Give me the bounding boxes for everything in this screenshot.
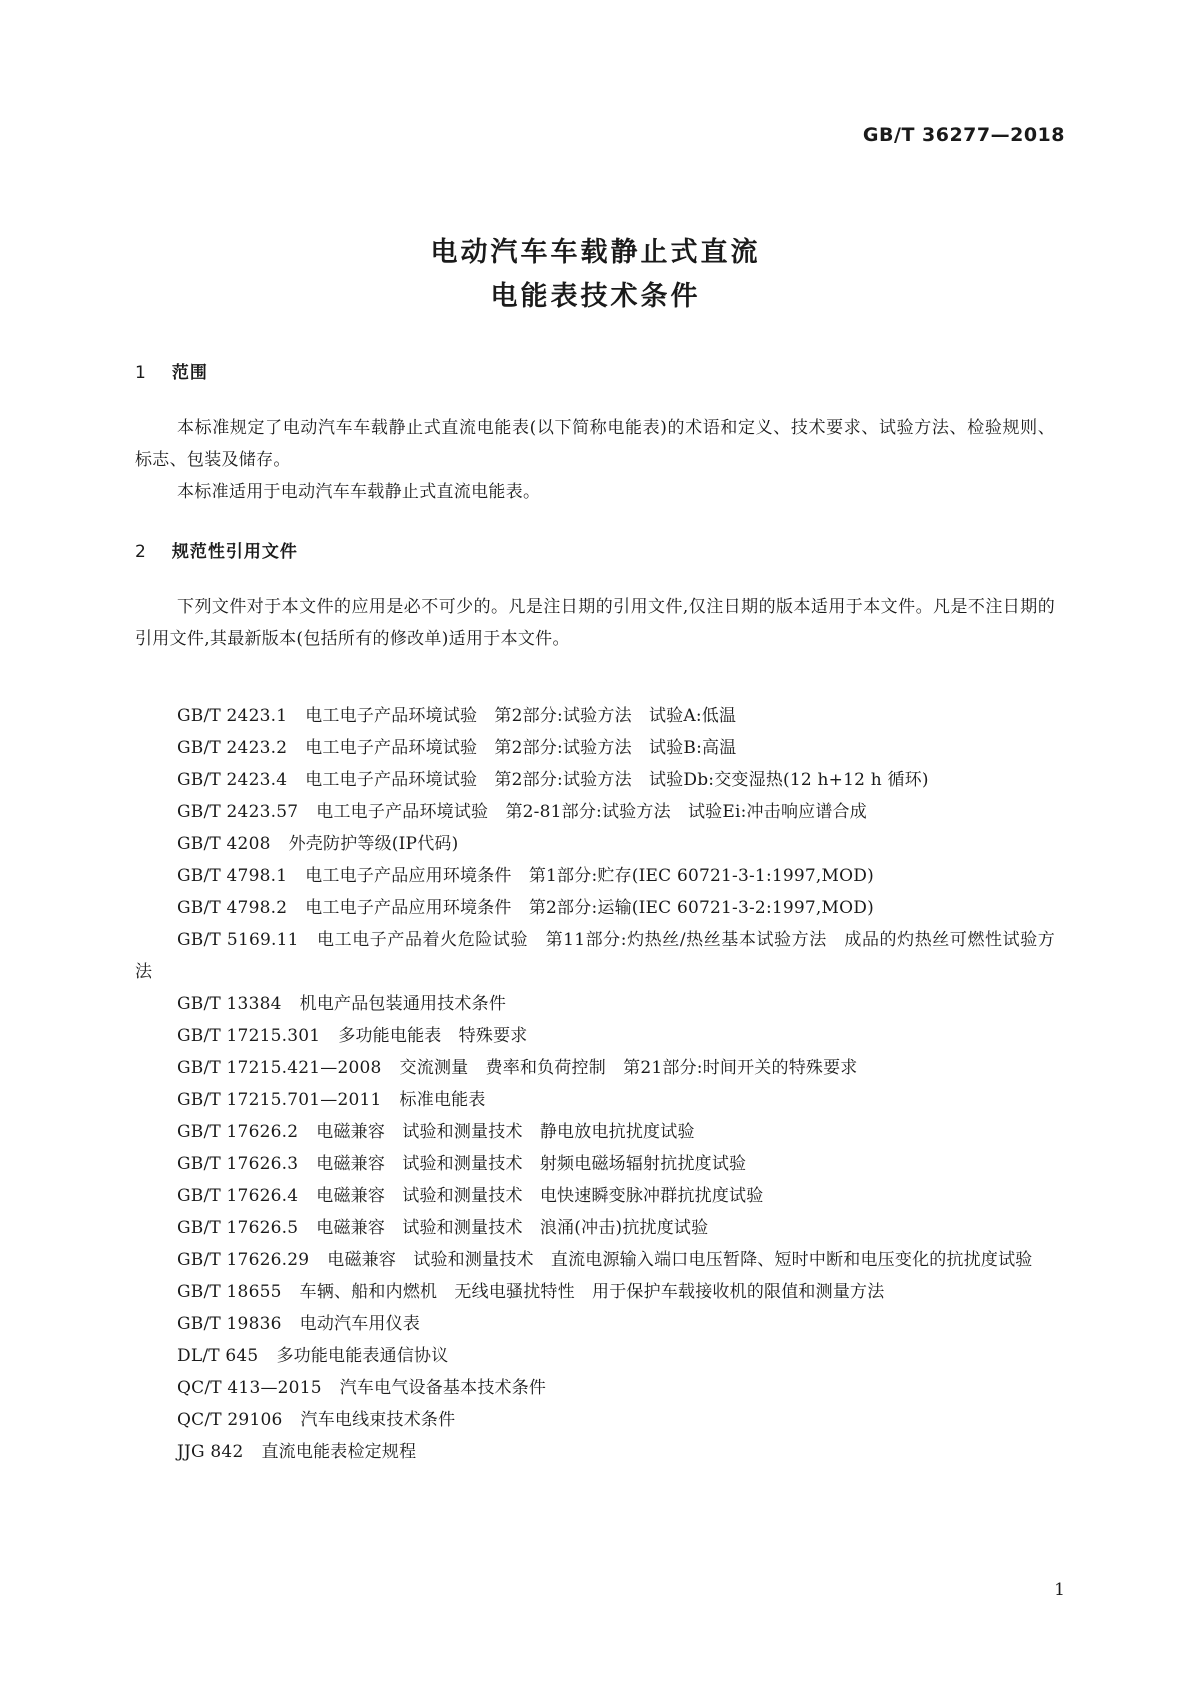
reference-item: [135, 1212, 1055, 1244]
reference-item: [135, 1052, 1055, 1084]
reference-item: [135, 1020, 1055, 1052]
reference-code: GB/T 17215.301: [177, 1026, 321, 1046]
reference-title: 电磁兼容 试验和测量技术 射频电磁场辐射抗扰度试验: [316, 1154, 747, 1174]
reference-code: GB/T 4798.1: [177, 866, 288, 886]
section-number: 2: [135, 542, 147, 562]
reference-item: [135, 892, 1055, 924]
standard-number: GB/T 36277—2018: [862, 124, 1065, 146]
section-1-paragraph-1: 本标准规定了电动汽车车载静止式直流电能表(以下简称电能表)的术语和定义、技术要求、试验方法、检验规则、标志、包装及储存。: [135, 418, 1055, 470]
reference-item: [135, 796, 1055, 828]
section-2-heading: [135, 537, 298, 562]
reference-code: GB/T 2423.2: [177, 738, 288, 758]
normative-references-list: [135, 700, 1055, 1468]
reference-code: GB/T 2423.57: [177, 802, 299, 822]
reference-code: GB/T 17626.3: [177, 1154, 299, 1174]
reference-code: GB/T 18655: [177, 1282, 282, 1302]
reference-code: GB/T 17626.2: [177, 1122, 299, 1142]
reference-item: [135, 1180, 1055, 1212]
reference-title: 电动汽车用仪表: [299, 1314, 421, 1334]
reference-title: 多功能电能表通信协议: [276, 1346, 449, 1366]
reference-code: QC/T 29106: [177, 1410, 283, 1430]
reference-item: [135, 700, 1055, 732]
reference-title: 电磁兼容 试验和测量技术 静电放电抗扰度试验: [316, 1122, 695, 1142]
reference-item: [135, 1340, 1055, 1372]
reference-title: 电磁兼容 试验和测量技术 浪涌(冲击)抗扰度试验: [316, 1218, 709, 1238]
reference-title: 电工电子产品环境试验 第2部分:试验方法 试验Db:交变湿热(12 h+12 h 循环): [305, 770, 929, 790]
reference-item: [135, 1372, 1055, 1404]
reference-title: 机电产品包装通用技术条件: [299, 994, 507, 1014]
reference-code: GB/T 17626.29: [177, 1250, 310, 1270]
reference-title: 交流测量 费率和负荷控制 第21部分:时间开关的特殊要求: [399, 1058, 858, 1078]
reference-title: 电工电子产品应用环境条件 第2部分:运输(IEC 60721-3-2:1997,MOD): [305, 898, 874, 918]
reference-item: [135, 988, 1055, 1020]
reference-title: 电工电子产品着火危险试验 第11部分:灼热丝/热丝基本试验方法 成品的灼热丝可燃性试验方法: [135, 930, 1056, 982]
reference-code: GB/T 4798.2: [177, 898, 288, 918]
reference-title: 汽车电气设备基本技术条件: [339, 1378, 547, 1398]
reference-item: [135, 1116, 1055, 1148]
reference-item: [135, 924, 1055, 988]
reference-code: GB/T 17215.421—2008: [177, 1058, 382, 1078]
reference-code: GB/T 13384: [177, 994, 282, 1014]
section-title: 范围: [171, 363, 208, 383]
section-1-paragraph-2: 本标准适用于电动汽车车载静止式直流电能表。: [177, 482, 541, 502]
reference-code: JJG 842: [177, 1442, 244, 1462]
document-title-line-2: 电能表技术条件: [490, 281, 701, 312]
reference-item: [135, 764, 1055, 796]
reference-title: 标准电能表: [399, 1090, 486, 1110]
page-number: 1: [1054, 1580, 1065, 1600]
reference-title: 车辆、船和内燃机 无线电骚扰特性 用于保护车载接收机的限值和测量方法: [299, 1282, 885, 1302]
section-1-heading: [135, 358, 208, 383]
reference-title: 电工电子产品环境试验 第2部分:试验方法 试验A:低温: [305, 706, 737, 726]
reference-title: 电磁兼容 试验和测量技术 直流电源输入端口电压暂降、短时中断和电压变化的抗扰度试验: [327, 1250, 1033, 1270]
section-number: 1: [135, 363, 147, 383]
reference-code: GB/T 19836: [177, 1314, 282, 1334]
reference-title: 电工电子产品环境试验 第2-81部分:试验方法 试验Ei:冲击响应谱合成: [316, 802, 867, 822]
reference-title: 电工电子产品环境试验 第2部分:试验方法 试验B:高温: [305, 738, 737, 758]
reference-title: 电工电子产品应用环境条件 第1部分:贮存(IEC 60721-3-1:1997,MOD): [305, 866, 874, 886]
reference-item: [135, 1148, 1055, 1180]
reference-item: [135, 1308, 1055, 1340]
reference-code: GB/T 17626.5: [177, 1218, 299, 1238]
reference-item: [135, 1244, 1055, 1276]
reference-title: 外壳防护等级(IP代码): [288, 834, 459, 854]
reference-code: QC/T 413—2015: [177, 1378, 322, 1398]
reference-code: GB/T 2423.4: [177, 770, 288, 790]
reference-item: [135, 732, 1055, 764]
reference-code: GB/T 2423.1: [177, 706, 288, 726]
reference-code: GB/T 17626.4: [177, 1186, 299, 1206]
reference-title: 汽车电线束技术条件: [300, 1410, 456, 1430]
reference-item: [135, 1436, 1055, 1468]
reference-item: [135, 860, 1055, 892]
section-2-paragraph-1: 下列文件对于本文件的应用是必不可少的。凡是注日期的引用文件,仅注日期的版本适用于本文件。凡是不注日期的引用文件,其最新版本(包括所有的修改单)适用于本文件。: [135, 597, 1055, 649]
reference-code: DL/T 645: [177, 1346, 259, 1366]
reference-item: [135, 1276, 1055, 1308]
document-title-line-1: 电动汽车车载静止式直流: [430, 237, 761, 268]
section-title: 规范性引用文件: [171, 542, 298, 562]
reference-item: [135, 1084, 1055, 1116]
reference-title: 多功能电能表 特殊要求: [338, 1026, 528, 1046]
reference-code: GB/T 4208: [177, 834, 271, 854]
reference-code: GB/T 5169.11: [177, 930, 299, 950]
reference-title: 电磁兼容 试验和测量技术 电快速瞬变脉冲群抗扰度试验: [316, 1186, 764, 1206]
reference-title: 直流电能表检定规程: [261, 1442, 417, 1462]
reference-item: [135, 1404, 1055, 1436]
reference-item: [135, 828, 1055, 860]
reference-code: GB/T 17215.701—2011: [177, 1090, 382, 1110]
